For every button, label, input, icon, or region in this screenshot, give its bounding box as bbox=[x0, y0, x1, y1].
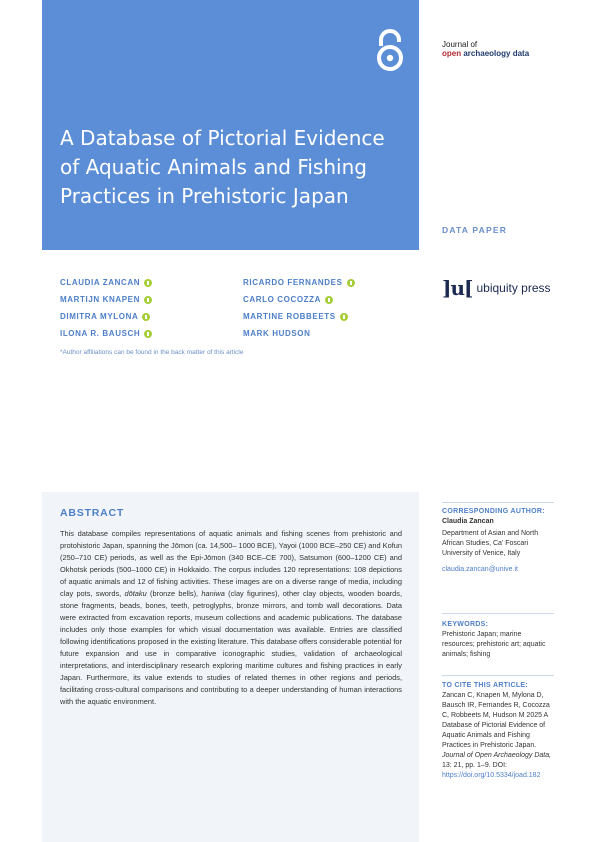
journal-name-line1: Journal of bbox=[442, 40, 478, 49]
journal-name-rest: archaeology data bbox=[463, 49, 530, 58]
corresponding-author-name: Claudia Zancan bbox=[442, 518, 494, 525]
author-name: RICARDO FERNANDES bbox=[243, 278, 343, 287]
orcid-icon[interactable] bbox=[347, 279, 355, 287]
abstract-term-haniwa: haniwa bbox=[201, 589, 225, 598]
keywords-label: KEYWORDS: bbox=[442, 621, 489, 628]
publisher-mark: ]u[ bbox=[442, 276, 473, 300]
author-name: DIMITRA MYLONA bbox=[60, 312, 139, 321]
sidebar-divider bbox=[442, 502, 554, 503]
sidebar-divider bbox=[442, 613, 554, 614]
author-link[interactable] bbox=[60, 329, 152, 338]
doi-link[interactable]: https://doi.org/10.5334/joad.182 bbox=[442, 772, 541, 779]
abstract-text-part: (bronze bells), bbox=[146, 589, 202, 598]
corresponding-author-block bbox=[442, 507, 554, 575]
author-link[interactable] bbox=[60, 278, 152, 287]
author-name: CARLO COCOZZA bbox=[243, 295, 322, 304]
author-name: MARK HUDSON bbox=[243, 329, 311, 338]
citation-part: 13: 21, pp. 1–9. DOI: bbox=[442, 762, 507, 769]
article-title: A Database of Pictorial Evidence of Aquatic Animals and Fishing Practices in Prehistoric Japan bbox=[60, 126, 385, 208]
orcid-icon[interactable] bbox=[142, 313, 150, 321]
orcid-icon[interactable] bbox=[144, 296, 152, 304]
orcid-icon[interactable] bbox=[144, 279, 152, 287]
abstract-text-part: (clay figurines), other clay objects, wooden boards, stone fragments, beads, bones, teeth, petroglyphs, bronze mirrors, and tomb wall decorations. Data were extracted from excavation reports, museum collections and academic publications. The database includes only those examples for which visual documentation was available. Entries are classified following identifications proposed in the existing literature. This database offers considerable potential for future expansion and use in comparative iconographic studies, validation of archaeological interpretations, and interdisciplinary research exploring maritime cultures and fishing practices in early Japan. Furthermore, its value extends to studies of related themes in other regions and periods, facilitating cross-cultural comparisons and contributing to a deeper understanding of human interactions with the aquatic environment. bbox=[60, 589, 402, 706]
keywords-block bbox=[442, 620, 554, 660]
abstract-text-part: This database compiles representations of aquatic animals and fishing scenes from prehistoric and protohistoric Japan, spanning the Jōmon (ca. 14,500– 1000 BCE), Yayoi (1000 BCE–250 CE) and Kofun (250–710 CE) periods, as well as the Epi-Jōmon (340 BCE–CE 700), Satsumon (600–1200 CE) and Okhotsk periods (500–1000 CE) in Hokkaido. The corpus includes 120 representations: 108 depictions of aquatic animals and 12 of fishing activities. These images are on a diverse range of media, including clay pots, swords, bbox=[60, 529, 402, 598]
abstract-term-dotaku: dōtaku bbox=[124, 589, 147, 598]
citation-text bbox=[442, 691, 554, 781]
publisher-name: ubiquity press bbox=[476, 281, 551, 295]
sidebar-divider bbox=[442, 675, 554, 676]
author-link[interactable] bbox=[243, 295, 333, 304]
open-access-icon bbox=[372, 28, 408, 72]
corresponding-author-email[interactable]: claudia.zancan@unive.it bbox=[442, 566, 518, 573]
affiliation-note[interactable]: *Author affiliations can be found in the back matter of this article bbox=[60, 349, 244, 356]
orcid-icon[interactable] bbox=[325, 296, 333, 304]
article-type: DATA PAPER bbox=[442, 225, 508, 235]
author-link[interactable] bbox=[60, 295, 152, 304]
orcid-icon[interactable] bbox=[144, 330, 152, 338]
citation-part: Zancan C, Knapen M, Mylona D, Bausch IR, Fernandes R, Cocozza C, Robbeets M, Hudson M 2025 A Database of Pictorial Evidence of Aquatic Animals and Fishing Practices in Prehistoric Japan. bbox=[442, 692, 550, 749]
author-link[interactable] bbox=[243, 329, 311, 338]
citation-block bbox=[442, 681, 554, 781]
author-name: MARTINE ROBBEETS bbox=[243, 312, 336, 321]
author-link[interactable] bbox=[243, 312, 348, 321]
author-name: ILONA R. BAUSCH bbox=[60, 329, 141, 338]
author-link[interactable] bbox=[243, 278, 355, 287]
journal-name-open: open bbox=[442, 49, 462, 58]
corresponding-author-label: CORRESPONDING AUTHOR: bbox=[442, 508, 545, 515]
citation-label: TO CITE THIS ARTICLE: bbox=[442, 682, 529, 689]
corresponding-author-affiliation: Department of Asian and North African Studies, Ca' Foscari University of Venice, Italy bbox=[442, 530, 539, 557]
author-link[interactable] bbox=[60, 312, 150, 321]
abstract-heading: ABSTRACT bbox=[60, 507, 125, 519]
citation-journal: Journal of Open Archaeology Data, bbox=[442, 752, 552, 759]
keywords-text: Prehistoric Japan; marine resources; prehistoric art; aquatic animals; fishing bbox=[442, 631, 546, 658]
publisher-logo[interactable] bbox=[442, 276, 551, 300]
orcid-icon[interactable] bbox=[340, 313, 348, 321]
abstract-body bbox=[60, 528, 402, 708]
author-name: MARTIJN KNAPEN bbox=[60, 295, 140, 304]
journal-name-line2 bbox=[442, 49, 529, 58]
journal-logo[interactable] bbox=[442, 40, 529, 58]
author-name: CLAUDIA ZANCAN bbox=[60, 278, 141, 287]
